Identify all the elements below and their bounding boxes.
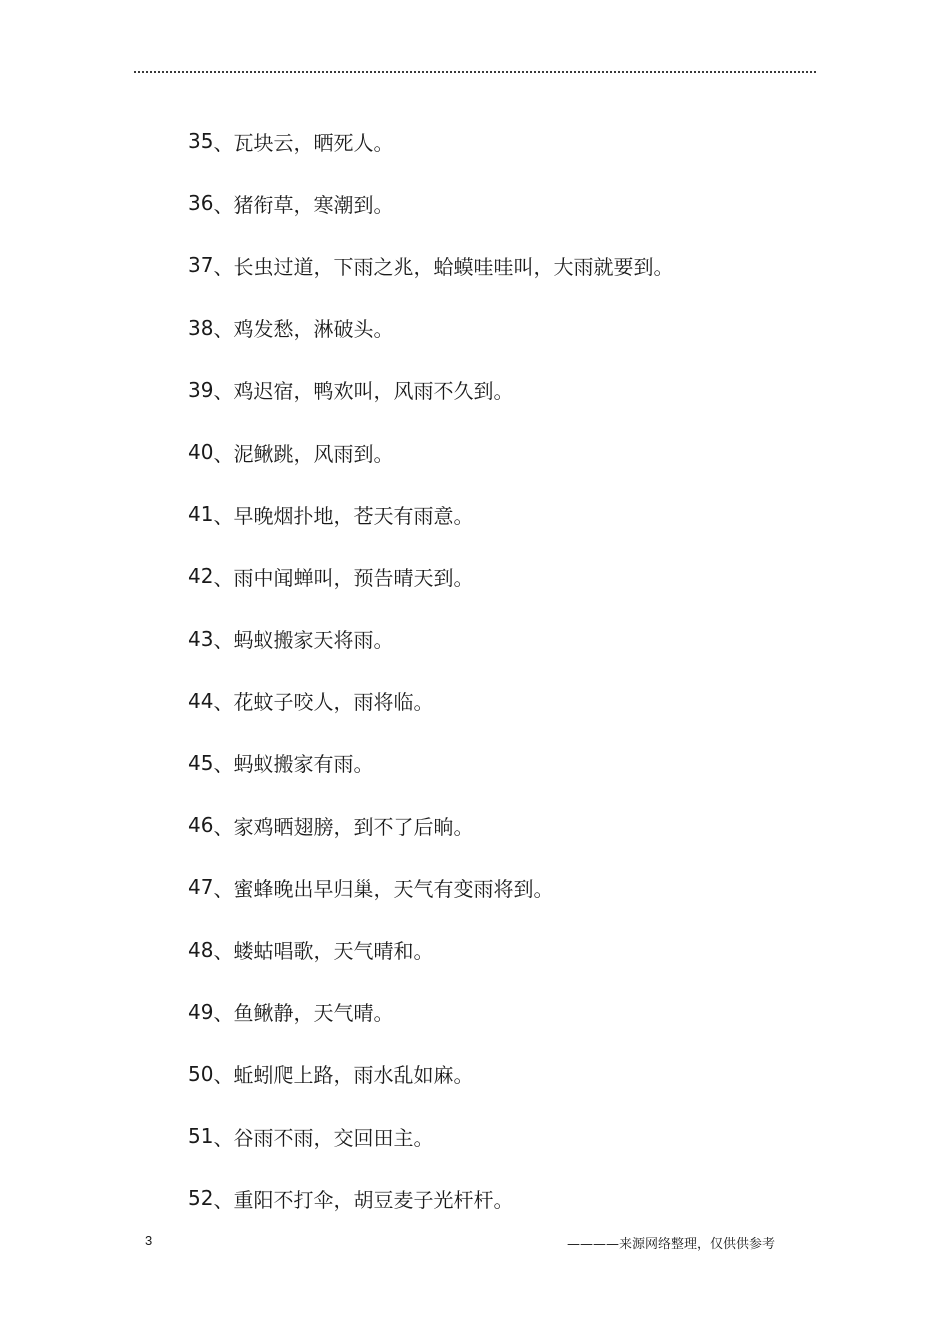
item-text: 、花蚊子咬人，雨将临。 (213, 690, 434, 715)
header-dotted-rule (134, 71, 816, 73)
item-text: 、雨中闻蝉叫，预告晴天到。 (213, 565, 474, 590)
item-number: 41 (188, 502, 214, 527)
list-item (188, 1167, 828, 1229)
item-text: 、蚂蚁搬家有雨。 (213, 752, 374, 777)
item-number: 52 (188, 1186, 214, 1211)
item-number: 40 (188, 440, 214, 465)
item-text: 、早晚烟扑地，苍天有雨意。 (213, 503, 474, 528)
list-item (188, 234, 828, 296)
item-text: 、瓦块云，晒死人。 (213, 130, 394, 155)
list-item (188, 1105, 828, 1167)
item-number: 42 (188, 564, 214, 589)
item-text: 、鸡发愁，淋破头。 (213, 317, 394, 342)
item-number: 39 (188, 377, 214, 402)
item-number: 38 (188, 315, 214, 340)
list-item (188, 297, 828, 359)
item-text: 、谷雨不雨，交回田主。 (213, 1125, 434, 1150)
item-text: 、猪衔草，寒潮到。 (213, 192, 394, 217)
list-item (188, 545, 828, 607)
list-item (188, 172, 828, 234)
list-item (188, 670, 828, 732)
item-number: 36 (188, 191, 214, 216)
item-number: 45 (188, 750, 214, 775)
item-text: 、鸡迟宿，鸭欢叫，风雨不久到。 (213, 379, 514, 404)
list-item (188, 856, 828, 918)
list-item (188, 981, 828, 1043)
item-number: 50 (188, 1061, 214, 1086)
list-item (188, 794, 828, 856)
item-number: 47 (188, 875, 214, 900)
item-text: 、重阳不打伞，胡豆麦子光杆杆。 (213, 1187, 514, 1212)
list-item (188, 110, 828, 172)
list-item (188, 421, 828, 483)
list-item (188, 1043, 828, 1105)
list-item (188, 359, 828, 421)
item-text: 、家鸡晒翅膀，到不了后晌。 (213, 814, 474, 839)
item-number: 49 (188, 999, 214, 1024)
item-number: 48 (188, 937, 214, 962)
item-number: 43 (188, 626, 214, 651)
list-item (188, 732, 828, 794)
item-number: 35 (188, 129, 214, 154)
list-item (188, 483, 828, 545)
page-number: 3 (145, 1233, 153, 1248)
item-text: 、泥鳅跳，风雨到。 (213, 441, 394, 466)
footer-source-note: ————来源网络整理，仅供供参考 (566, 1237, 775, 1252)
item-number: 44 (188, 688, 214, 713)
list-item (188, 918, 828, 980)
item-number: 37 (188, 253, 214, 278)
item-text: 、鱼鳅静，天气晴。 (213, 1001, 394, 1026)
list-item (188, 608, 828, 670)
item-number: 51 (188, 1124, 214, 1149)
item-text: 、蚯蚓爬上路，雨水乱如麻。 (213, 1063, 474, 1088)
proverb-list (188, 110, 828, 1229)
item-text: 、蚂蚁搬家天将雨。 (213, 628, 394, 653)
item-text: 、蜜蜂晚出早归巢，天气有变雨将到。 (213, 876, 554, 901)
item-number: 46 (188, 813, 214, 838)
item-text: 、蝼蛄唱歌，天气晴和。 (213, 939, 434, 964)
item-text: 、长虫过道，下雨之兆，蛤蟆哇哇叫，大雨就要到。 (213, 254, 674, 279)
